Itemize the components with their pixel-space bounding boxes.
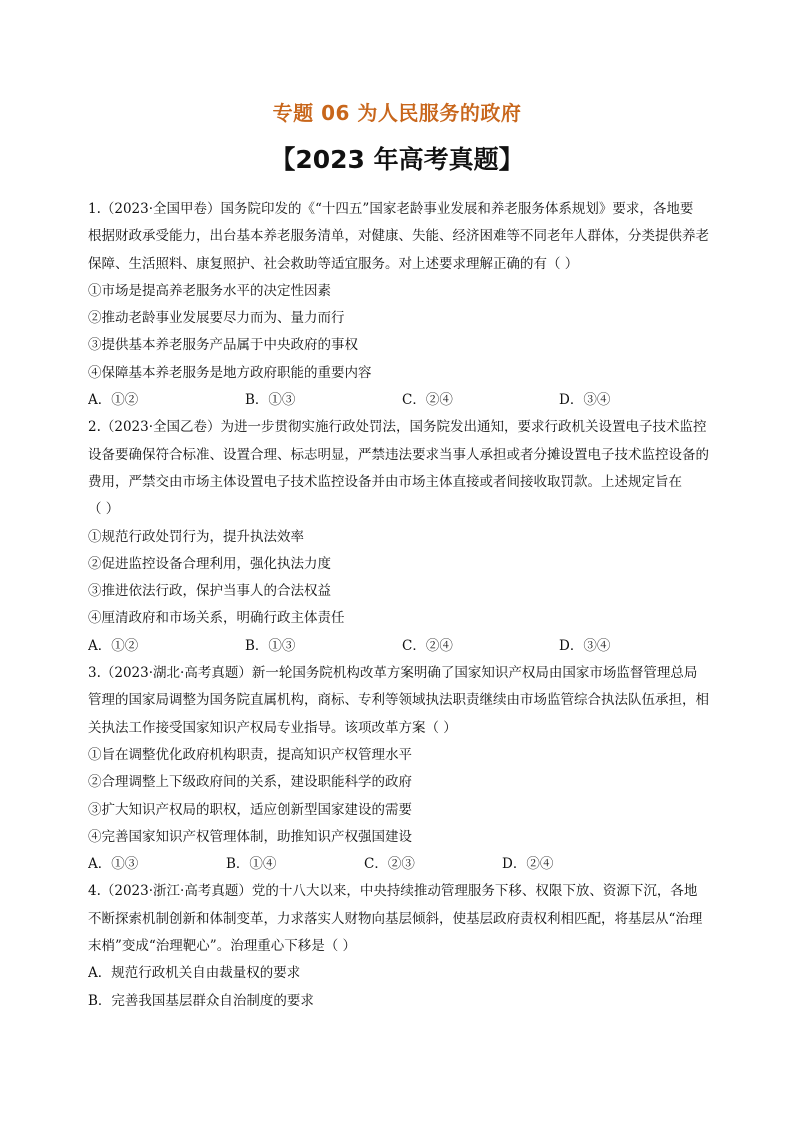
option-a[interactable]: A．①③ <box>88 856 139 873</box>
option-c[interactable]: C．②③ <box>364 856 415 873</box>
answer-options <box>88 633 716 660</box>
option-b[interactable]: B．①③ <box>245 392 296 409</box>
question-1 <box>88 196 716 414</box>
question-stem-line: 1.（2023·全国甲卷）国务院印发的《“十四五”国家老龄事业发展和养老服务体系规划》要求，各地要 <box>88 201 694 217</box>
answer-options <box>88 387 716 414</box>
statement: ③扩大知识产权局的职权，适应创新型国家建设的需要 <box>88 801 412 818</box>
question-stem-line: 不断探索机制创新和体制变革，力求落实人财物向基层倾斜，使基层政府责权利相匹配，将基层从“治理 <box>88 910 703 927</box>
option-a[interactable]: A．①② <box>88 637 139 654</box>
question-stem-line: 2.（2023·全国乙卷）为进一步贯彻实施行政处罚法，国务院发出通知，要求行政机关设置电子技术监控 <box>88 419 707 436</box>
statement: ④保障基本养老服务是地方政府职能的重要内容 <box>88 364 372 381</box>
statement: ③推进依法行政，保护当事人的合法权益 <box>88 583 331 600</box>
question-stem-line: 4.（2023·浙江·高考真题）党的十八大以来，中央持续推动管理服务下移、权限下放、资源下沉，各地 <box>88 883 698 900</box>
option-b[interactable]: B．①③ <box>245 637 296 654</box>
option-a[interactable]: A．①② <box>88 392 139 409</box>
option-c[interactable]: C．②④ <box>402 637 453 654</box>
option-d[interactable]: D．③④ <box>559 637 611 654</box>
question-stem-line: 3.（2023·湖北·高考真题）新一轮国务院机构改革方案明确了国家知识产权局由国家市场监督管理总局 <box>88 665 698 682</box>
option-c[interactable]: C．②④ <box>402 392 453 409</box>
question-stem-line: 设备要确保符合标准、设置合理、标志明显，严禁违法要求当事人承担或者分摊设置电子技术监控设备的 <box>88 446 709 463</box>
question-2 <box>88 414 716 660</box>
option-d[interactable]: D．②④ <box>502 856 554 873</box>
statement: ④厘清政府和市场关系，明确行政主体责任 <box>88 610 345 627</box>
question-4 <box>88 878 716 1014</box>
question-stem-line: 管理的国家局调整为国务院直属机构，商标、专利等领域执法职责继续由市场监管综合执法队伍承担，相 <box>88 692 709 709</box>
option-a[interactable]: A．规范行政机关自由裁量权的要求 <box>88 965 301 982</box>
question-stem-line: 保障、生活照料、康复照护、社会救助等适宜服务。对上述要求理解正确的有（ ） <box>88 255 579 272</box>
option-b[interactable]: B．①④ <box>226 856 277 873</box>
statement: ②推动老龄事业发展要尽力而为、量力而行 <box>88 310 345 327</box>
option-d[interactable]: D．③④ <box>559 392 611 409</box>
question-stem-line: （ ） <box>88 501 120 518</box>
section-title: 【2023 年高考真题】 <box>270 145 524 174</box>
statement: ①市场是提高养老服务水平的决定性因素 <box>88 282 331 299</box>
question-stem-line: 末梢”变成“治理靶心”。治理重心下移是（ ） <box>88 938 356 955</box>
question-list <box>88 196 716 1015</box>
statement: ②促进监控设备合理利用，强化执法力度 <box>88 555 331 572</box>
topic-title: 专题 06 为人民服务的政府 <box>272 101 522 125</box>
question-stem-line: 费用，严禁交由市场主体设置电子技术监控设备并由市场主体直接或者间接收取罚款。上述规定旨在 <box>88 473 682 490</box>
question-3 <box>88 660 716 878</box>
question-stem-line: 根据财政承受能力，出台基本养老服务清单，对健康、失能、经济困难等不同老年人群体，分类提供养老 <box>88 228 709 245</box>
question-stem-line: 关执法工作接受国家知识产权局专业指导。该项改革方案（ ） <box>88 719 457 736</box>
statement: ①规范行政处罚行为，提升执法效率 <box>88 528 304 545</box>
option-b[interactable]: B．完善我国基层群众自治制度的要求 <box>88 992 314 1009</box>
statement: ①旨在调整优化政府机构职责，提高知识产权管理水平 <box>88 746 412 763</box>
answer-options <box>88 851 716 878</box>
statement: ②合理调整上下级政府间的关系，建设职能科学的政府 <box>88 774 412 791</box>
statement: ③提供基本养老服务产品属于中央政府的事权 <box>88 337 358 354</box>
statement: ④完善国家知识产权管理体制，助推知识产权强国建设 <box>88 828 412 845</box>
